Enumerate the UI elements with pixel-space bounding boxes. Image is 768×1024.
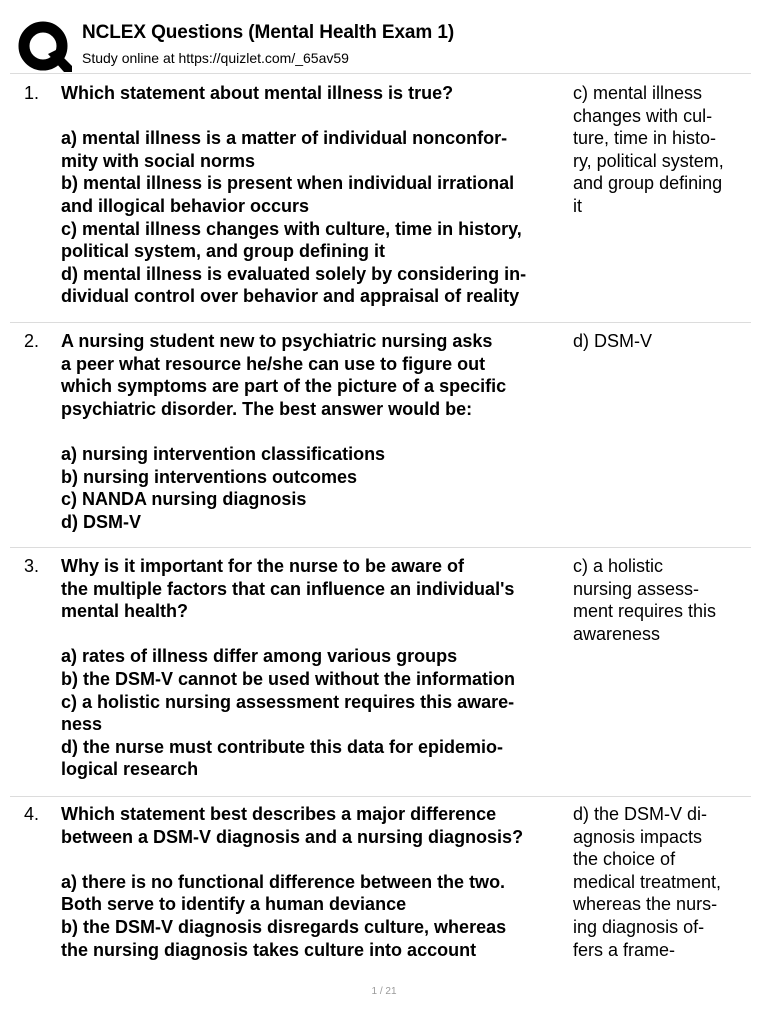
question-line: mity with social norms xyxy=(61,150,256,171)
question-line: logical research xyxy=(61,759,199,780)
card-number: 3. xyxy=(24,556,40,576)
question-line: a) mental illness is a matter of individual nonconfor- xyxy=(61,128,508,149)
question-line: and illogical behavior occurs xyxy=(61,195,310,216)
question-line: Which statement best describes a major difference xyxy=(61,804,497,824)
answer-line: d) the DSM-V di- xyxy=(573,804,708,824)
answer-line: and group defining xyxy=(573,173,723,194)
question-line: c) mental illness changes with culture, time in history, xyxy=(61,218,522,239)
question-line: a) nursing intervention classifications xyxy=(61,443,386,464)
card-number: 2. xyxy=(24,331,40,351)
divider xyxy=(10,322,751,323)
question-line: between a DSM-V diagnosis and a nursing diagnosis? xyxy=(61,826,524,847)
answer-line: fers a frame- xyxy=(573,939,676,960)
question-line: the nursing diagnosis takes culture into account xyxy=(61,939,477,960)
question-line: b) the DSM-V cannot be used without the information xyxy=(61,668,515,689)
study-online-link[interactable]: Study online at https://quizlet.com/_65av59 xyxy=(82,50,349,66)
answer-line: changes with cul- xyxy=(573,105,713,126)
answer-text xyxy=(573,803,753,961)
question-line: psychiatric disorder. The best answer would be: xyxy=(61,398,473,419)
question-line: A nursing student new to psychiatric nursing asks xyxy=(61,331,493,351)
question-line: b) nursing interventions outcomes xyxy=(61,466,358,487)
question-text xyxy=(61,82,568,308)
answer-text xyxy=(573,555,753,645)
answer-line: awareness xyxy=(573,623,661,644)
question-line: c) a holistic nursing assessment requires this aware- xyxy=(61,691,515,712)
question-text xyxy=(61,803,568,961)
divider xyxy=(10,796,751,797)
question-line: which symptoms are part of the picture of a specific xyxy=(61,376,507,397)
question-line: political system, and group defining it xyxy=(61,241,386,262)
answer-line: ment requires this xyxy=(573,601,717,622)
question-text xyxy=(61,555,568,781)
question-line: c) NANDA nursing diagnosis xyxy=(61,489,307,510)
question-line: a) rates of illness differ among various groups xyxy=(61,646,458,667)
question-line: Why is it important for the nurse to be aware of xyxy=(61,556,465,576)
answer-line: c) mental illness xyxy=(573,83,703,103)
question-line: d) DSM-V xyxy=(61,511,141,532)
answer-line: ry, political system, xyxy=(573,150,724,171)
page-title: NCLEX Questions (Mental Health Exam 1) xyxy=(82,22,455,43)
question-line: a) there is no functional difference between the two. xyxy=(61,871,506,892)
quizlet-q-logo-icon xyxy=(18,20,72,74)
answer-line: d) DSM-V xyxy=(573,331,653,351)
question-line: dividual control over behavior and appraisal of reality xyxy=(61,286,520,307)
question-line: b) mental illness is present when individual irrational xyxy=(61,173,515,194)
answer-line: nursing assess- xyxy=(573,578,700,599)
divider xyxy=(10,73,751,74)
page-indicator: 1 / 21 xyxy=(371,986,397,997)
answer-line: ture, time in histo- xyxy=(573,128,717,149)
answer-text xyxy=(573,82,753,218)
question-line: d) mental illness is evaluated solely by considering in- xyxy=(61,263,527,284)
question-line: a peer what resource he/she can use to figure out xyxy=(61,353,486,374)
question-line: Which statement about mental illness is true? xyxy=(61,83,454,103)
divider xyxy=(10,547,751,548)
question-line: d) the nurse must contribute this data for epidemio- xyxy=(61,736,504,757)
question-line: ness xyxy=(61,714,103,735)
question-line: b) the DSM-V diagnosis disregards culture, whereas xyxy=(61,916,507,937)
question-line: the multiple factors that can influence an individual's xyxy=(61,578,515,599)
card-number: 4. xyxy=(24,804,40,824)
question-text xyxy=(61,330,568,533)
answer-line: the choice of xyxy=(573,849,676,870)
answer-line: agnosis impacts xyxy=(573,826,703,847)
question-line: mental health? xyxy=(61,601,189,622)
card-number: 1. xyxy=(24,83,40,103)
answer-line: it xyxy=(573,195,582,216)
answer-line: ing diagnosis of- xyxy=(573,916,705,937)
answer-line: whereas the nurs- xyxy=(573,894,718,915)
answer-line: medical treatment, xyxy=(573,871,722,892)
question-line: Both serve to identify a human deviance xyxy=(61,894,407,915)
answer-line: c) a holistic xyxy=(573,556,664,576)
answer-text xyxy=(573,330,753,353)
